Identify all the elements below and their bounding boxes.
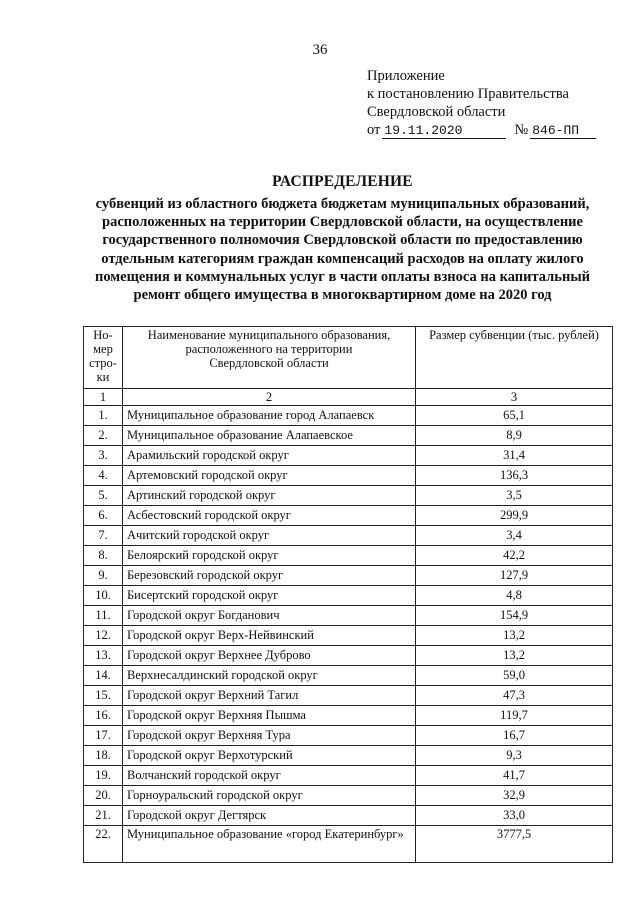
resolution-number: 846-ПП bbox=[530, 124, 596, 139]
table-row bbox=[84, 766, 613, 786]
header-text-line: Размер субвенции (тыс. рублей) bbox=[429, 328, 599, 342]
subsidy-amount: 42,2 bbox=[416, 546, 613, 566]
table-row bbox=[84, 646, 613, 666]
municipality-name: Артемовский городской округ bbox=[123, 466, 416, 486]
subsidy-amount: 119,7 bbox=[416, 706, 613, 726]
table-row bbox=[84, 486, 613, 506]
row-number: 13. bbox=[84, 646, 123, 666]
row-number: 22. bbox=[84, 826, 123, 863]
row-number: 15. bbox=[84, 686, 123, 706]
subsidy-amount: 32,9 bbox=[416, 786, 613, 806]
table-row bbox=[84, 466, 613, 486]
table-row bbox=[84, 506, 613, 526]
appendix-resolution: к постановлению Правительства bbox=[367, 86, 569, 102]
subsidy-amount: 3,4 bbox=[416, 526, 613, 546]
subsidy-table bbox=[83, 326, 613, 863]
row-number: 11. bbox=[84, 606, 123, 626]
subtitle-line: субвенций из областного бюджета бюджетам муниципальных образований, bbox=[95, 196, 590, 212]
municipality-name: Асбестовский городской округ bbox=[123, 506, 416, 526]
header-text-line: Наименование муниципального образования, bbox=[147, 328, 391, 342]
from-label: от bbox=[367, 122, 381, 138]
subsidy-amount: 8,9 bbox=[416, 426, 613, 446]
table-row bbox=[84, 726, 613, 746]
subsidy-amount: 136,3 bbox=[416, 466, 613, 486]
page-number: 36 bbox=[312, 42, 328, 58]
row-number: 5. bbox=[84, 486, 123, 506]
municipality-name: Артинский городской округ bbox=[123, 486, 416, 506]
row-number: 10. bbox=[84, 586, 123, 606]
row-number: 21. bbox=[84, 806, 123, 826]
row-number: 8. bbox=[84, 546, 123, 566]
subtitle-line: государственного полномочия Свердловской области по предоставлению bbox=[102, 232, 583, 249]
table-row bbox=[84, 666, 613, 686]
subsidy-amount: 3,5 bbox=[416, 486, 613, 506]
table-row bbox=[84, 566, 613, 586]
row-number: 9. bbox=[84, 566, 123, 586]
municipality-name: Белоярский городской округ bbox=[123, 546, 416, 566]
municipality-name: Городской округ Верхняя Тура bbox=[123, 726, 416, 746]
row-number: 7. bbox=[84, 526, 123, 546]
table-row bbox=[84, 626, 613, 646]
header-text-line: расположенного на территории bbox=[185, 342, 353, 356]
header-text-line: ки bbox=[96, 370, 110, 384]
municipality-name: Березовский городской округ bbox=[123, 566, 416, 586]
municipality-name: Городской округ Богданович bbox=[123, 606, 416, 626]
subsidy-amount: 9,3 bbox=[416, 746, 613, 766]
subsidy-amount: 4,8 bbox=[416, 586, 613, 606]
header-text-line: мер bbox=[93, 342, 113, 356]
row-number: 18. bbox=[84, 746, 123, 766]
header-text-line: Но- bbox=[93, 328, 113, 342]
subsidy-amount: 16,7 bbox=[416, 726, 613, 746]
subsidy-amount: 47,3 bbox=[416, 686, 613, 706]
row-number: 1. bbox=[84, 406, 123, 426]
header-text-line: стро- bbox=[89, 356, 117, 370]
subsidy-amount: 154,9 bbox=[416, 606, 613, 626]
row-number: 12. bbox=[84, 626, 123, 646]
resolution-date: 19.11.2020 bbox=[382, 124, 506, 139]
table-row bbox=[84, 426, 613, 446]
header-municipality bbox=[123, 327, 416, 389]
column-index: 3 bbox=[416, 389, 613, 406]
subtitle-line: помещения и коммунальных услуг в части оплаты взноса на капитальный bbox=[94, 268, 591, 285]
document-title: РАСПРЕДЕЛЕНИЕ bbox=[272, 173, 413, 190]
subsidy-amount: 13,2 bbox=[416, 626, 613, 646]
municipality-name: Городской округ Верхний Тагил bbox=[123, 686, 416, 706]
subtitle-line: расположенных на территории Свердловской области, на осуществление bbox=[102, 214, 583, 231]
municipality-name: Горноуральский городской округ bbox=[123, 786, 416, 806]
municipality-name: Муниципальное образование «город Екатеринбург» bbox=[123, 826, 416, 863]
subsidy-amount: 33,0 bbox=[416, 806, 613, 826]
row-number: 16. bbox=[84, 706, 123, 726]
municipality-name: Верхнесалдинский городской округ bbox=[123, 666, 416, 686]
column-index-row bbox=[84, 389, 613, 406]
municipality-name: Городской округ Верхняя Пышма bbox=[123, 706, 416, 726]
subtitle-line: ремонт общего имущества в многоквартирном доме на 2020 год bbox=[133, 287, 552, 304]
row-number: 6. bbox=[84, 506, 123, 526]
column-index: 2 bbox=[123, 389, 416, 406]
table-row bbox=[84, 746, 613, 766]
municipality-name: Бисертский городской округ bbox=[123, 586, 416, 606]
table-row bbox=[84, 706, 613, 726]
subsidy-amount: 31,4 bbox=[416, 446, 613, 466]
municipality-name: Муниципальное образование город Алапаевск bbox=[123, 406, 416, 426]
appendix-signature-row bbox=[367, 121, 596, 139]
row-number: 2. bbox=[84, 426, 123, 446]
table-row bbox=[84, 786, 613, 806]
table-row bbox=[84, 606, 613, 626]
table-row bbox=[84, 826, 613, 863]
row-number: 19. bbox=[84, 766, 123, 786]
municipality-name: Городской округ Верх-Нейвинский bbox=[123, 626, 416, 646]
table-row bbox=[84, 446, 613, 466]
header-text-line: Свердловской области bbox=[209, 356, 329, 370]
municipality-name: Городской округ Верхотурский bbox=[123, 746, 416, 766]
subsidy-amount: 127,9 bbox=[416, 566, 613, 586]
table-row bbox=[84, 586, 613, 606]
municipality-name: Городской округ Верхнее Дуброво bbox=[123, 646, 416, 666]
row-number: 20. bbox=[84, 786, 123, 806]
header-subsidy-amount bbox=[416, 327, 613, 389]
appendix-block bbox=[367, 67, 596, 139]
subsidy-amount: 3777,5 bbox=[416, 826, 613, 863]
subsidy-amount: 41,7 bbox=[416, 766, 613, 786]
table-row bbox=[84, 526, 613, 546]
title-block bbox=[75, 172, 610, 304]
appendix-title: Приложение bbox=[367, 68, 445, 84]
column-index: 1 bbox=[84, 389, 123, 406]
number-label: № bbox=[514, 122, 529, 138]
municipality-name: Муниципальное образование Алапаевское bbox=[123, 426, 416, 446]
municipality-name: Ачитский городской округ bbox=[123, 526, 416, 546]
subsidy-amount: 299,9 bbox=[416, 506, 613, 526]
subtitle-line: отдельным категориям граждан компенсаций расходов на оплату жилого bbox=[101, 250, 584, 267]
appendix-region: Свердловской области bbox=[367, 104, 506, 120]
table-row bbox=[84, 686, 613, 706]
municipality-name: Городской округ Дегтярск bbox=[123, 806, 416, 826]
document-subtitle bbox=[75, 195, 610, 304]
row-number: 17. bbox=[84, 726, 123, 746]
subsidy-amount: 65,1 bbox=[416, 406, 613, 426]
row-number: 3. bbox=[84, 446, 123, 466]
subsidy-amount: 59,0 bbox=[416, 666, 613, 686]
header-row-number bbox=[84, 327, 123, 389]
table-header-row bbox=[84, 327, 613, 389]
table-row bbox=[84, 546, 613, 566]
table-row bbox=[84, 806, 613, 826]
row-number: 14. bbox=[84, 666, 123, 686]
subsidy-amount: 13,2 bbox=[416, 646, 613, 666]
municipality-name: Волчанский городской округ bbox=[123, 766, 416, 786]
table-row bbox=[84, 406, 613, 426]
row-number: 4. bbox=[84, 466, 123, 486]
municipality-name: Арамильский городской округ bbox=[123, 446, 416, 466]
